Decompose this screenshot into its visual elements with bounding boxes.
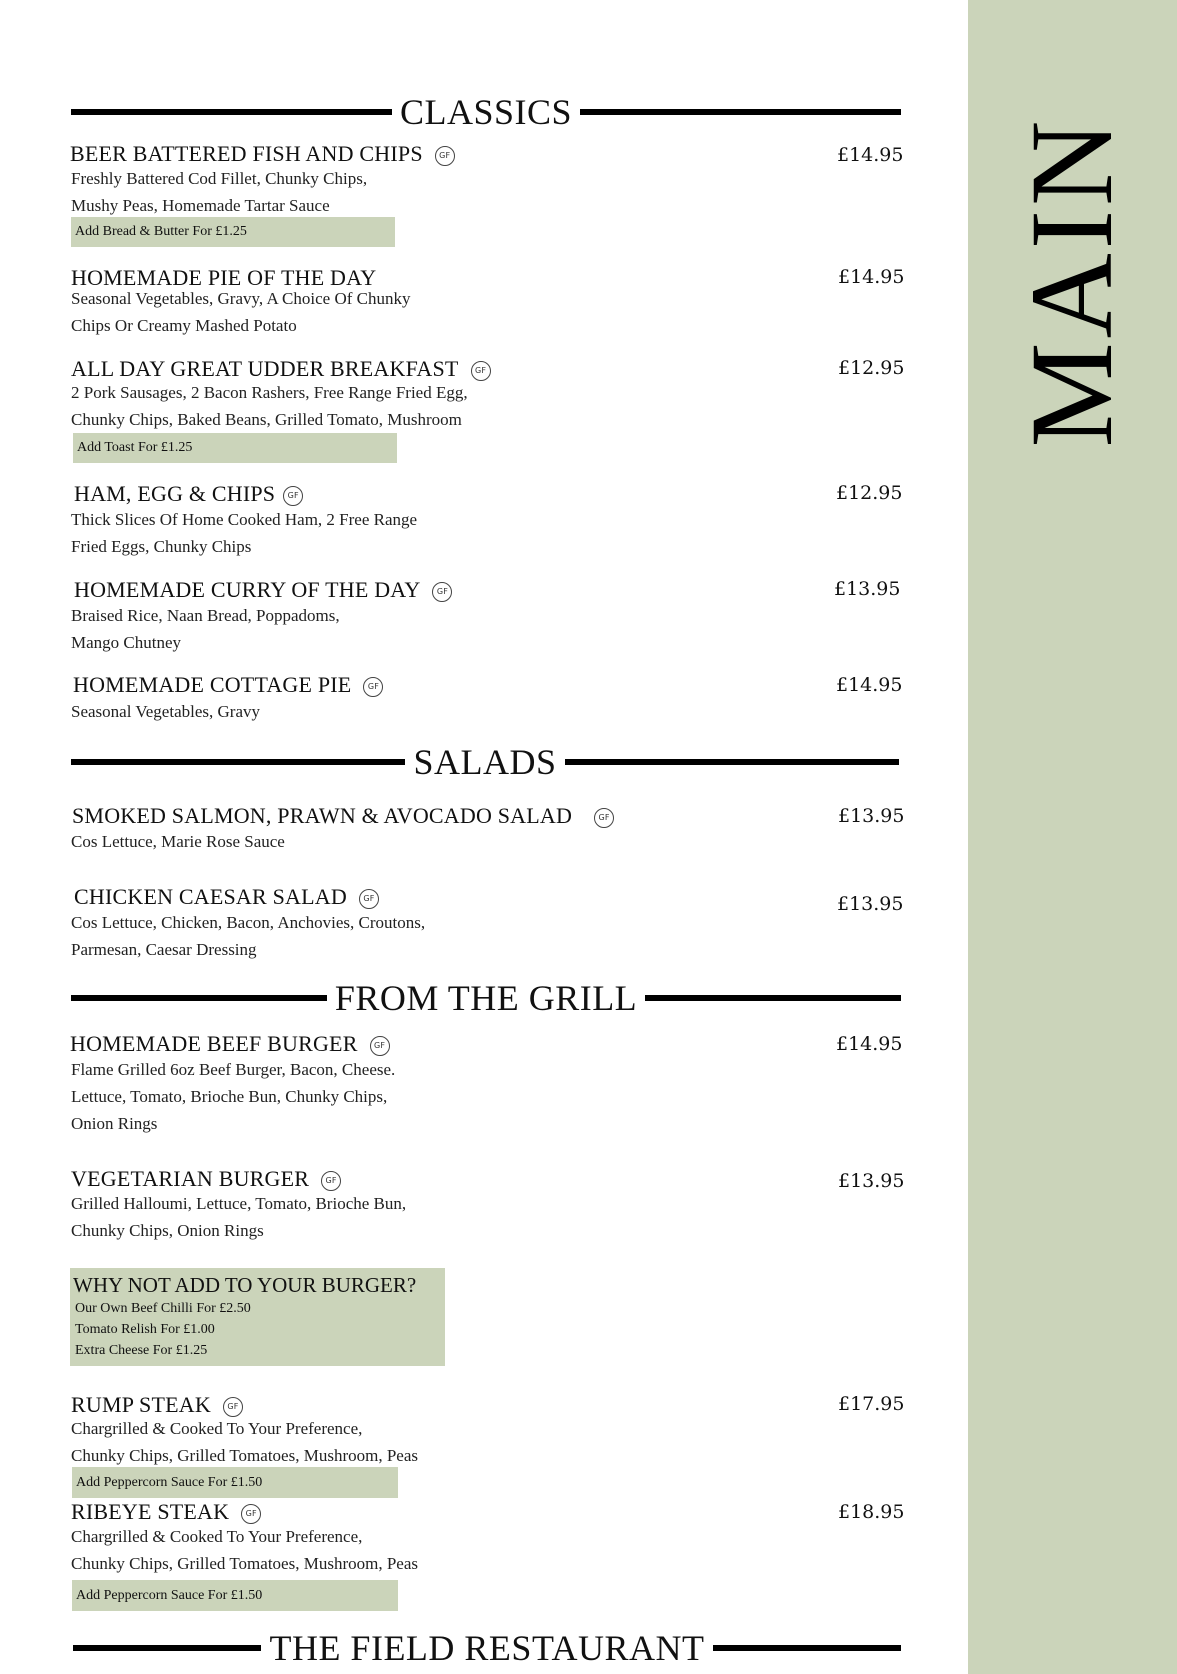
burger-extras-box [70, 1268, 445, 1366]
menu-item-name: SMOKED SALMON, PRAWN & AVOCADO SALAD GF [72, 804, 614, 828]
menu-item-name: HOMEMADE PIE OF THE DAY [71, 265, 377, 290]
menu-item-description: Grilled Halloumi, Lettuce, Tomato, Brioche Bun, Chunky Chips, Onion Rings [71, 1194, 407, 1240]
divider [71, 995, 327, 1001]
menu-item-name: HOMEMADE BEEF BURGER GF [70, 1032, 390, 1056]
restaurant-name-footer [73, 1628, 901, 1668]
gluten-free-icon: GF [594, 808, 614, 828]
menu-item-description: Seasonal Vegetables, Gravy, A Choice Of Chunky Chips Or Creamy Mashed Potato [71, 289, 411, 335]
gluten-free-icon: GF [363, 677, 383, 697]
gluten-free-icon: GF [241, 1504, 261, 1524]
section-heading-classics [71, 92, 901, 132]
section-heading-salads [71, 742, 899, 782]
menu-item-name: VEGETARIAN BURGER GF [71, 1167, 341, 1191]
menu-item-price: £13.95 [838, 1170, 905, 1192]
menu-item-addon: Add Peppercorn Sauce For £1.50 [72, 1467, 398, 1498]
menu-category-title: MAIN [1006, 116, 1137, 448]
menu-item-price: £12.95 [838, 357, 905, 379]
divider [565, 759, 899, 765]
menu-item-addon: Add Toast For £1.25 [73, 433, 397, 463]
gluten-free-icon: GF [283, 486, 303, 506]
menu-item-name: CHICKEN CAESAR SALAD GF [74, 885, 379, 909]
burger-extra-item: Our Own Beef Chilli For £2.50 [75, 1301, 251, 1316]
divider [71, 109, 392, 115]
menu-item-name: RUMP STEAK GF [71, 1393, 243, 1417]
divider [713, 1645, 901, 1651]
menu-item-description: Braised Rice, Naan Bread, Poppadoms, Mango Chutney [71, 606, 340, 652]
gluten-free-icon: GF [359, 889, 379, 909]
menu-item-name: HOMEMADE CURRY OF THE DAY GF [74, 578, 452, 602]
menu-item-description: Chargrilled & Cooked To Your Preference, Chunky Chips, Grilled Tomatoes, Mushroom, Peas [71, 1527, 418, 1573]
menu-item-description: Chargrilled & Cooked To Your Preference, Chunky Chips, Grilled Tomatoes, Mushroom, Peas [71, 1419, 418, 1465]
menu-item-price: £13.95 [837, 893, 904, 915]
divider [73, 1645, 261, 1651]
section-title: FROM THE GRILL [334, 978, 638, 1018]
menu-item-description: Cos Lettuce, Chicken, Bacon, Anchovies, Croutons, Parmesan, Caesar Dressing [71, 913, 426, 959]
section-heading-grill [71, 978, 901, 1018]
gluten-free-icon: GF [370, 1036, 390, 1056]
menu-item-addon: Add Peppercorn Sauce For £1.50 [72, 1580, 398, 1611]
gluten-free-icon: GF [471, 361, 491, 381]
menu-item-description: 2 Pork Sausages, 2 Bacon Rashers, Free Range Fried Egg, Chunky Chips, Baked Beans, Grilled Tomato, Mushroom [71, 383, 468, 429]
menu-item-name: RIBEYE STEAK GF [71, 1500, 261, 1524]
section-title: CLASSICS [399, 92, 573, 132]
menu-item-price: £14.95 [836, 674, 903, 696]
menu-item-description: Flame Grilled 6oz Beef Burger, Bacon, Cheese. Lettuce, Tomato, Brioche Bun, Chunky Chips, Onion Rings [71, 1060, 396, 1133]
burger-extras-title: WHY NOT ADD TO YOUR BURGER? [73, 1273, 417, 1297]
burger-extra-item: Tomato Relish For £1.00 [75, 1322, 215, 1337]
menu-item-price: £14.95 [838, 266, 905, 288]
divider [645, 995, 901, 1001]
gluten-free-icon: GF [223, 1397, 243, 1417]
menu-item-price: £18.95 [838, 1501, 905, 1523]
menu-item-description: Cos Lettuce, Marie Rose Sauce [71, 832, 285, 851]
divider [580, 109, 901, 115]
menu-item-price: £13.95 [838, 805, 905, 827]
menu-item-price: £12.95 [836, 482, 903, 504]
menu-item-name: ALL DAY GREAT UDDER BREAKFAST GF [71, 357, 491, 381]
burger-extra-item: Extra Cheese For £1.25 [75, 1343, 208, 1358]
gluten-free-icon: GF [432, 582, 452, 602]
menu-item-price: £13.95 [834, 578, 901, 600]
section-title: SALADS [413, 742, 557, 782]
gluten-free-icon: GF [435, 146, 455, 166]
menu-item-price: £14.95 [837, 144, 904, 166]
menu-item-description: Thick Slices Of Home Cooked Ham, 2 Free Range Fried Eggs, Chunky Chips [71, 510, 418, 556]
menu-item-description: Seasonal Vegetables, Gravy [71, 702, 260, 721]
gluten-free-icon: GF [321, 1171, 341, 1191]
menu-item-name: HOMEMADE COTTAGE PIE GF [73, 673, 383, 697]
divider [71, 759, 405, 765]
menu-item-price: £17.95 [838, 1393, 905, 1415]
menu-item-name: BEER BATTERED FISH AND CHIPS GF [70, 142, 455, 166]
menu-item-description: Freshly Battered Cod Fillet, Chunky Chips, Mushy Peas, Homemade Tartar Sauce [71, 169, 368, 215]
restaurant-name: THE FIELD RESTAURANT [269, 1628, 705, 1668]
menu-item-addon: Add Bread & Butter For £1.25 [71, 217, 395, 247]
menu-item-price: £14.95 [836, 1033, 903, 1055]
menu-item-name: HAM, EGG & CHIPS GF [74, 482, 303, 506]
